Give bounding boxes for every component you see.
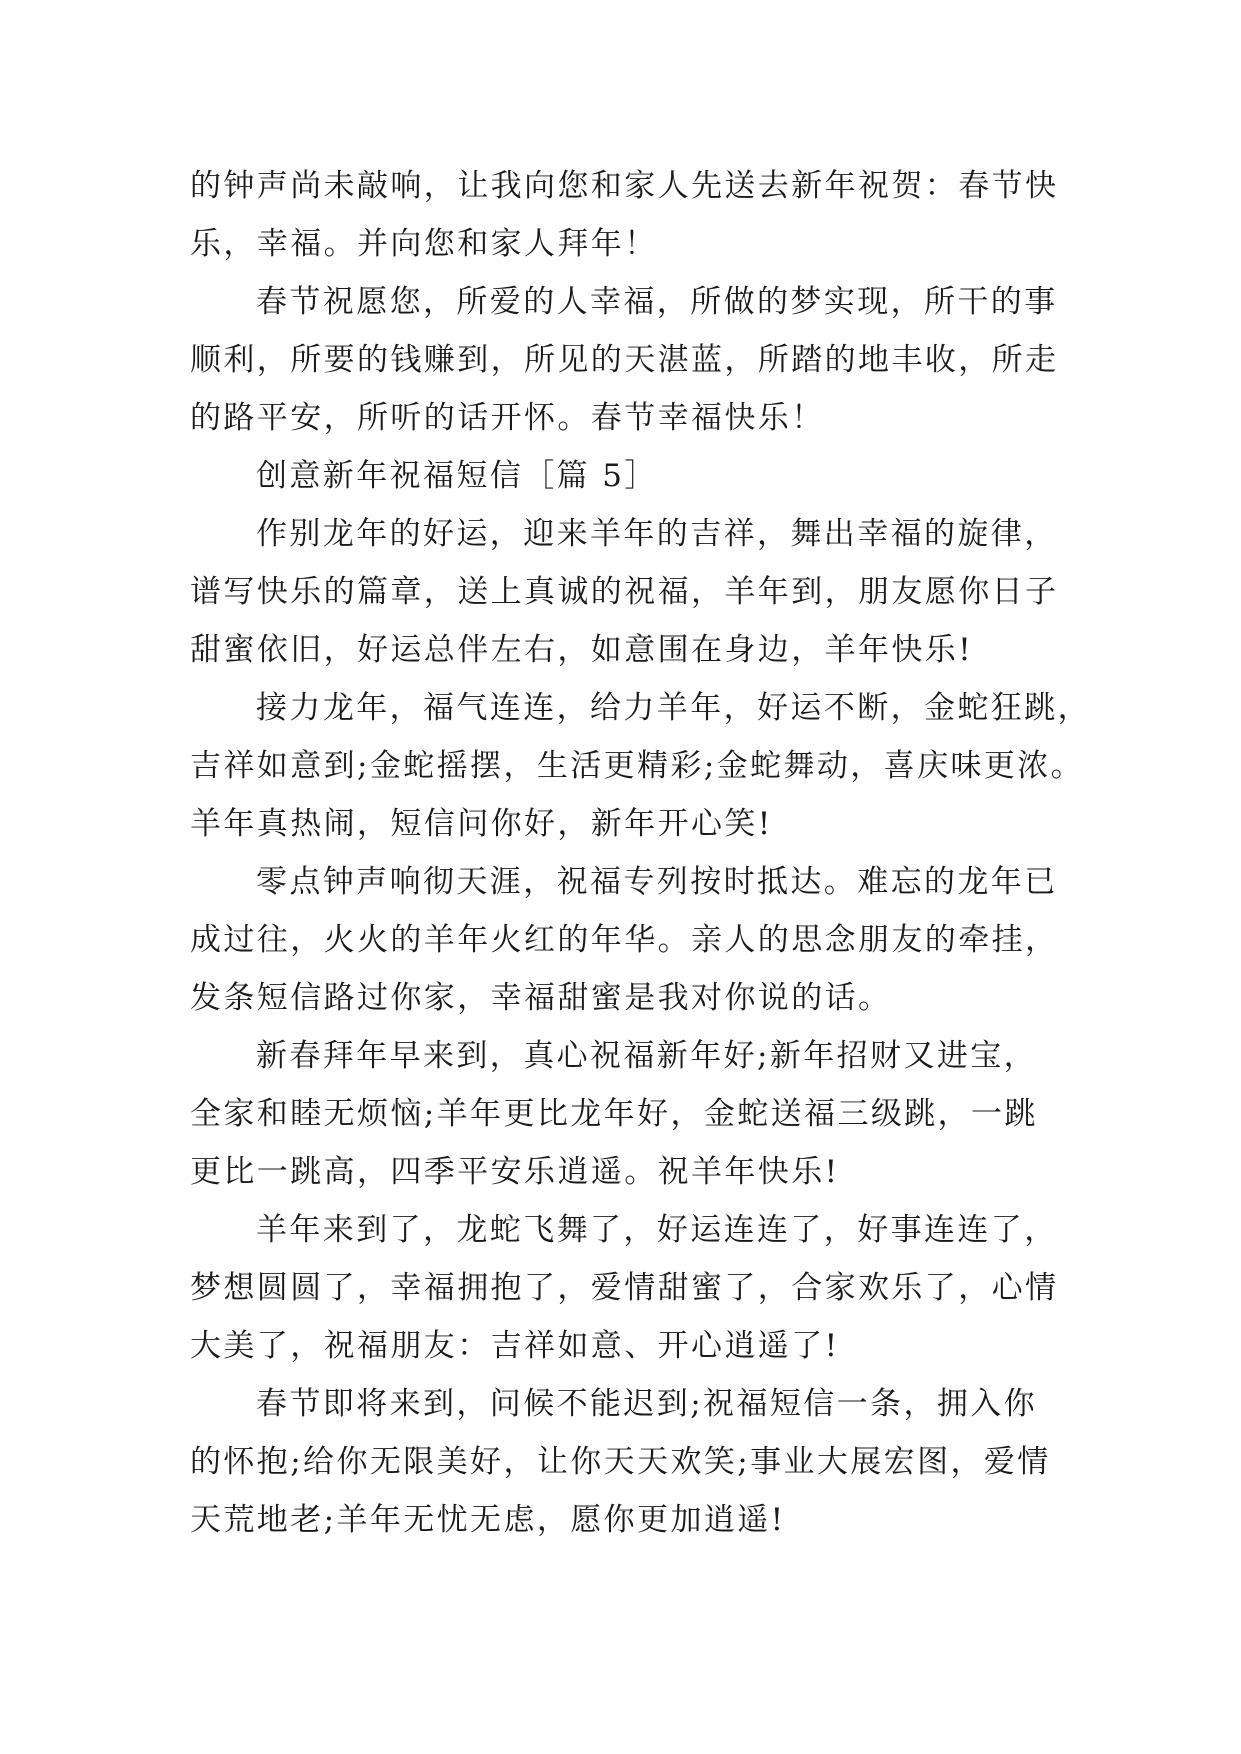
text-line-8: 谱写快乐的篇章，送上真诚的祝福，羊年到，朋友愿你日子 bbox=[190, 574, 1059, 610]
text-line-18: 更比一跳高，四季平安乐逍遥。祝羊年快乐! bbox=[190, 1154, 840, 1190]
text-line-5: 的路平安，所听的话开怀。春节幸福快乐！ bbox=[190, 400, 825, 436]
text-line-17: 全家和睦无烦恼;羊年更比龙年好，金蛇送福三级跳，一跳 bbox=[190, 1096, 1038, 1132]
text-line-11: 吉祥如意到;金蛇摇摆，生活更精彩;金蛇舞动，喜庆味更浓。 bbox=[190, 748, 1085, 784]
text-line-16: 新春拜年早来到，真心祝福新年好;新年招财又进宝， bbox=[256, 1038, 1038, 1074]
text-line-14: 成过往，火火的羊年火红的年华。亲人的思念朋友的牵挂， bbox=[190, 922, 1059, 958]
text-line-13: 零点钟声响彻天涯，祝福专列按时抵达。难忘的龙年已 bbox=[256, 864, 1058, 900]
text-line-21: 大美了，祝福朋友：吉祥如意、开心逍遥了! bbox=[190, 1328, 840, 1364]
text-line-22: 春节即将来到，问候不能迟到;祝福短信一条，拥入你 bbox=[256, 1386, 1038, 1422]
text-line-12: 羊年真热闹，短信问你好，新年开心笑! bbox=[190, 806, 773, 842]
text-line-7: 作别龙年的好运，迎来羊年的吉祥，舞出幸福的旋律， bbox=[256, 516, 1058, 552]
text-line-24: 天荒地老;羊年无忧无虑，愿你更加逍遥! bbox=[190, 1502, 786, 1538]
text-line-20: 梦想圆圆了，幸福拥抱了，爱情甜蜜了，合家欢乐了，心情 bbox=[190, 1270, 1059, 1306]
text-line-19: 羊年来到了，龙蛇飞舞了，好运连连了，好事连连了， bbox=[256, 1212, 1058, 1248]
text-line-10: 接力龙年，福气连连，给力羊年，好运不断，金蛇狂跳， bbox=[256, 690, 1091, 726]
text-line-1: 的钟声尚未敲响，让我向您和家人先送去新年祝贺：春节快 bbox=[190, 168, 1059, 204]
text-line-2: 乐，幸福。并向您和家人拜年！ bbox=[190, 226, 658, 262]
text-line-4: 顺利，所要的钱赚到，所见的天湛蓝，所踏的地丰收，所走 bbox=[190, 342, 1059, 378]
text-line-3: 春节祝愿您，所爱的人幸福，所做的梦实现，所干的事 bbox=[256, 284, 1058, 320]
section-heading: 创意新年祝福短信［篇 5］ bbox=[256, 458, 658, 494]
text-line-23: 的怀抱;给你无限美好，让你天天欢笑;事业大展宏图，爱情 bbox=[190, 1444, 1051, 1480]
text-line-9: 甜蜜依旧，好运总伴左右，如意围在身边，羊年快乐! bbox=[190, 632, 974, 668]
text-line-15: 发条短信路过你家，幸福甜蜜是我对你说的话。 bbox=[190, 980, 892, 1016]
